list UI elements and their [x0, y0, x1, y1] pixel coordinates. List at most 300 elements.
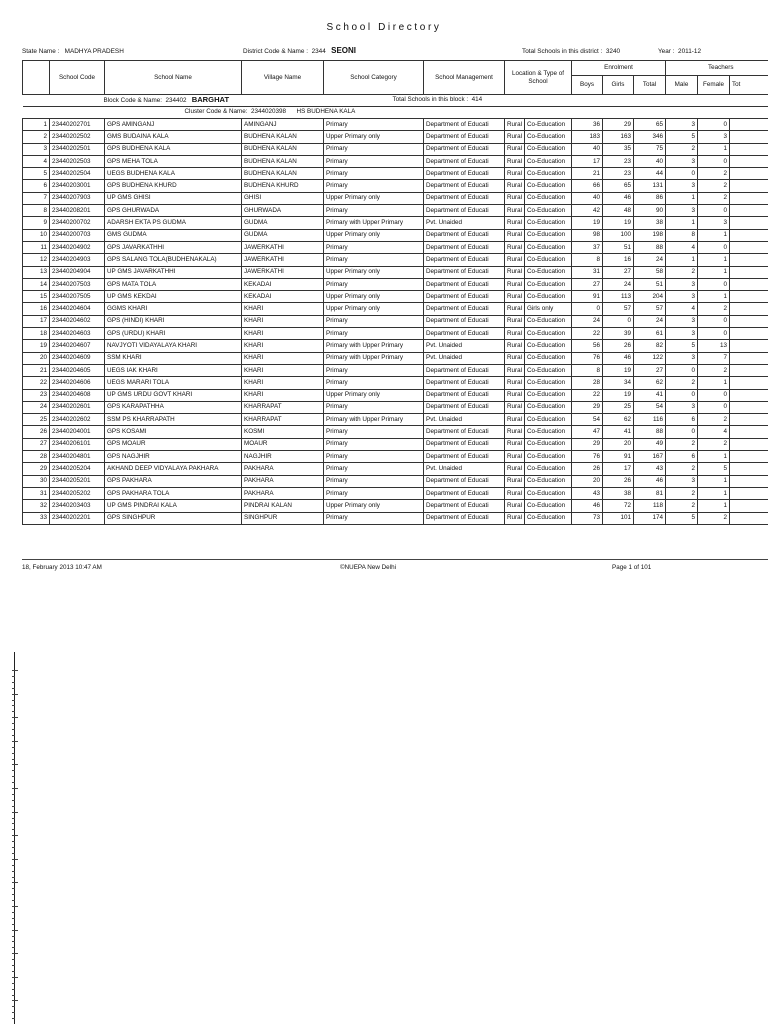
school-category-cell: Primary with Upper Primary [324, 352, 424, 364]
school-management-cell: Pvt. Unaided [424, 463, 505, 475]
location-cell: Rural [505, 205, 525, 217]
serial-cell: 2 [23, 131, 50, 143]
school-name-cell: GPS GHURWADA [105, 205, 242, 217]
school-category-cell: Primary [324, 241, 424, 253]
location-cell: Rural [505, 119, 525, 131]
male-teachers-cell: 2 [666, 500, 698, 512]
girls-cell: 26 [603, 475, 634, 487]
table-row [23, 278, 768, 290]
serial-cell: 3 [23, 143, 50, 155]
female-teachers-cell: 1 [698, 291, 730, 303]
margin-tick [12, 829, 15, 830]
girls-cell: 19 [603, 389, 634, 401]
school-management-cell: Department of Educati [424, 487, 505, 499]
girls-cell: 51 [603, 241, 634, 253]
school-category-cell: Primary [324, 143, 424, 155]
school-category-cell: Upper Primary only [324, 389, 424, 401]
female-teachers-cell: 0 [698, 315, 730, 327]
margin-tick [12, 859, 18, 860]
margin-tick [12, 912, 15, 913]
margin-tick [12, 900, 15, 901]
location-cell: Rural [505, 389, 525, 401]
margin-tick [12, 1000, 18, 1001]
school-category-cell: Upper Primary only [324, 303, 424, 315]
serial-cell: 1 [23, 119, 50, 131]
boys-cell: 66 [572, 180, 603, 192]
school-category-cell: Primary [324, 119, 424, 131]
location-cell: Rural [505, 487, 525, 499]
teachers-total-cell [730, 241, 768, 253]
table-row [23, 205, 768, 217]
village-name-cell: KEKADAI [242, 291, 324, 303]
school-type-cell: Co-Education [525, 352, 572, 364]
margin-tick [12, 853, 15, 854]
margin-tick [12, 965, 15, 966]
margin-tick [12, 995, 15, 996]
school-category-cell: Primary [324, 168, 424, 180]
village-name-cell: GUDMA [242, 217, 324, 229]
village-name-cell: JAWERKATHI [242, 241, 324, 253]
serial-cell: 5 [23, 168, 50, 180]
block-code: 234402 [165, 97, 187, 104]
district-code: 2344 [311, 48, 326, 55]
total-header: Total [634, 76, 666, 95]
girls-cell: 91 [603, 451, 634, 463]
location-cell: Rural [505, 328, 525, 340]
girls-cell: 163 [603, 131, 634, 143]
block-total-value: 414 [471, 96, 483, 103]
margin-tick [12, 717, 18, 718]
female-teachers-cell: 0 [698, 155, 730, 167]
male-teachers-cell: 4 [666, 241, 698, 253]
teachers-total-cell [730, 278, 768, 290]
table-row [23, 180, 768, 192]
teachers-header: Teachers [666, 61, 768, 76]
school-type-cell: Co-Education [525, 377, 572, 389]
boys-cell: 8 [572, 254, 603, 266]
village-name-cell: KEKADAI [242, 278, 324, 290]
location-cell: Rural [505, 291, 525, 303]
school-code-cell: 23440202201 [50, 512, 105, 524]
school-category-cell: Primary with Upper Primary [324, 340, 424, 352]
location-cell: Rural [505, 401, 525, 413]
male-teachers-cell: 6 [666, 414, 698, 426]
margin-tick [12, 676, 15, 677]
male-teachers-cell: 4 [666, 303, 698, 315]
female-teachers-cell: 4 [698, 426, 730, 438]
table-row [23, 291, 768, 303]
female-teachers-cell: 2 [698, 364, 730, 376]
girls-cell: 101 [603, 512, 634, 524]
block-total-label: Total Schools in this block : [392, 96, 469, 103]
male-teachers-cell: 3 [666, 155, 698, 167]
village-name-cell: KHARI [242, 377, 324, 389]
margin-tick [12, 723, 15, 724]
school-code-cell: 23440204604 [50, 303, 105, 315]
female-teachers-cell: 2 [698, 303, 730, 315]
school-name-cell: UP GMS URDU GOVT KHARI [105, 389, 242, 401]
female-teachers-cell: 1 [698, 475, 730, 487]
block-label: Block Code & Name: [103, 97, 162, 104]
school-type-cell: Co-Education [525, 401, 572, 413]
teachers-total-cell [730, 364, 768, 376]
location-cell: Rural [505, 192, 525, 204]
boys-cell: 8 [572, 364, 603, 376]
location-type-header: Location & Type of School [505, 61, 572, 95]
margin-tick [12, 947, 15, 948]
serial-cell: 23 [23, 389, 50, 401]
school-type-cell: Co-Education [525, 180, 572, 192]
enrolment-total-cell: 167 [634, 451, 666, 463]
school-name-cell: GPS JAVARKATHHI [105, 241, 242, 253]
school-management-cell: Department of Educati [424, 266, 505, 278]
village-name-cell: GHURWADA [242, 205, 324, 217]
village-name-cell: JAWERKATHI [242, 254, 324, 266]
school-name-cell: GPS NAGJHIR [105, 451, 242, 463]
school-code-cell: 23440202701 [50, 119, 105, 131]
teachers-total-cell [730, 352, 768, 364]
table-row [23, 340, 768, 352]
teachers-total-cell [730, 143, 768, 155]
table-row [23, 119, 768, 131]
table-row [23, 241, 768, 253]
boys-cell: 29 [572, 438, 603, 450]
school-name-cell: GPS PAKHARA [105, 475, 242, 487]
location-cell: Rural [505, 438, 525, 450]
school-code-cell: 23440204605 [50, 364, 105, 376]
village-name-cell: BUDHENA KALAN [242, 143, 324, 155]
location-cell: Rural [505, 180, 525, 192]
boys-cell: 42 [572, 205, 603, 217]
school-name-cell: GPS SINGHPUR [105, 512, 242, 524]
table-row [23, 451, 768, 463]
school-directory-table [22, 60, 768, 525]
table-row [23, 192, 768, 204]
location-cell: Rural [505, 340, 525, 352]
table-row [23, 131, 768, 143]
girls-cell: 19 [603, 217, 634, 229]
margin-tick [12, 977, 18, 978]
table-row [23, 426, 768, 438]
serial-cell: 29 [23, 463, 50, 475]
school-category-cell: Primary [324, 377, 424, 389]
female-teachers-cell: 1 [698, 500, 730, 512]
male-teachers-cell: 2 [666, 463, 698, 475]
school-name-cell: GMS BUDAINA KALA [105, 131, 242, 143]
village-name-cell: KOSMI [242, 426, 324, 438]
teachers-total-cell [730, 328, 768, 340]
serial-cell: 18 [23, 328, 50, 340]
girls-cell: 20 [603, 438, 634, 450]
school-management-cell: Department of Educati [424, 364, 505, 376]
school-name-cell: UP GMS JAVARKATHHI [105, 266, 242, 278]
teachers-total-cell [730, 303, 768, 315]
margin-tick [12, 741, 18, 742]
female-teachers-cell: 2 [698, 512, 730, 524]
location-cell: Rural [505, 303, 525, 315]
table-row [23, 155, 768, 167]
school-management-cell: Department of Educati [424, 315, 505, 327]
serial-cell: 32 [23, 500, 50, 512]
female-teachers-cell: 3 [698, 131, 730, 143]
margin-tick [12, 747, 15, 748]
village-name-cell: NAGJHIR [242, 451, 324, 463]
location-cell: Rural [505, 155, 525, 167]
girls-cell: 100 [603, 229, 634, 241]
school-type-cell: Co-Education [525, 119, 572, 131]
village-name-cell: GHISI [242, 192, 324, 204]
table-row [23, 352, 768, 364]
table-row [23, 217, 768, 229]
enrolment-total-cell: 81 [634, 487, 666, 499]
table-row [23, 303, 768, 315]
male-teachers-cell: 8 [666, 229, 698, 241]
margin-tick [12, 705, 15, 706]
serial-cell: 20 [23, 352, 50, 364]
girls-cell: 35 [603, 143, 634, 155]
girls-header: Girls [603, 76, 634, 95]
school-name-cell: GPS MEHA TOLA [105, 155, 242, 167]
footer-date: 18, February 2013 10:47 AM [22, 564, 102, 571]
female-teachers-cell: 0 [698, 389, 730, 401]
school-category-cell: Primary [324, 278, 424, 290]
male-teachers-cell: 1 [666, 254, 698, 266]
enrolment-total-cell: 51 [634, 278, 666, 290]
teachers-total-cell [730, 487, 768, 499]
location-cell: Rural [505, 266, 525, 278]
school-code-cell: 23440204606 [50, 377, 105, 389]
school-category-cell: Primary [324, 205, 424, 217]
margin-tick [12, 729, 15, 730]
female-header: Female [698, 76, 730, 95]
location-cell: Rural [505, 229, 525, 241]
school-management-cell: Department of Educati [424, 278, 505, 290]
enrolment-total-cell: 49 [634, 438, 666, 450]
male-teachers-cell: 2 [666, 143, 698, 155]
village-name-cell: PAKHARA [242, 463, 324, 475]
enrolment-header: Enrolment [572, 61, 666, 76]
state-value: MADHYA PRADESH [64, 48, 124, 55]
female-teachers-cell: 2 [698, 438, 730, 450]
location-cell: Rural [505, 414, 525, 426]
school-code-cell: 23440207503 [50, 278, 105, 290]
margin-tick [12, 753, 15, 754]
school-code-header: School Code [50, 61, 105, 95]
school-management-cell: Department of Educati [424, 377, 505, 389]
school-name-cell: UEGS IAK KHARI [105, 364, 242, 376]
male-teachers-cell: 0 [666, 426, 698, 438]
table-row [23, 254, 768, 266]
boys-cell: 21 [572, 168, 603, 180]
village-name-cell: BUDHENA KALAN [242, 131, 324, 143]
school-category-cell: Primary [324, 487, 424, 499]
girls-cell: 113 [603, 291, 634, 303]
male-teachers-cell: 0 [666, 389, 698, 401]
page-title: School Directory [326, 22, 442, 33]
table-row [23, 328, 768, 340]
location-cell: Rural [505, 451, 525, 463]
male-teachers-cell: 2 [666, 487, 698, 499]
village-name-cell: KHARRAPAT [242, 401, 324, 413]
girls-cell: 24 [603, 278, 634, 290]
enrolment-total-cell: 41 [634, 389, 666, 401]
location-cell: Rural [505, 500, 525, 512]
school-type-cell: Co-Education [525, 463, 572, 475]
school-management-cell: Department of Educati [424, 192, 505, 204]
girls-cell: 19 [603, 364, 634, 376]
margin-tick [12, 877, 15, 878]
village-name-cell: BUDHENA KALAN [242, 168, 324, 180]
table-row [23, 475, 768, 487]
village-name-cell: BUDHENA KALAN [242, 155, 324, 167]
margin-tick [12, 906, 18, 907]
teachers-total-cell [730, 475, 768, 487]
school-code-cell: 23440202503 [50, 155, 105, 167]
female-teachers-cell: 3 [698, 217, 730, 229]
serial-cell: 33 [23, 512, 50, 524]
boys-cell: 73 [572, 512, 603, 524]
boys-cell: 76 [572, 352, 603, 364]
school-name-cell: SSM KHARI [105, 352, 242, 364]
boys-cell: 36 [572, 119, 603, 131]
serial-cell: 19 [23, 340, 50, 352]
female-teachers-cell: 1 [698, 487, 730, 499]
school-management-cell: Department of Educati [424, 229, 505, 241]
boys-cell: 98 [572, 229, 603, 241]
school-type-cell: Co-Education [525, 364, 572, 376]
school-name-cell: SSM PS KHARRAPATH [105, 414, 242, 426]
male-teachers-cell: 6 [666, 451, 698, 463]
boys-cell: 31 [572, 266, 603, 278]
teachers-total-cell [730, 389, 768, 401]
school-code-cell: 23440202504 [50, 168, 105, 180]
school-code-cell: 23440204904 [50, 266, 105, 278]
margin-tick [12, 941, 15, 942]
village-name-cell: KHARI [242, 352, 324, 364]
school-management-cell: Pvt. Unaided [424, 352, 505, 364]
boys-cell: 183 [572, 131, 603, 143]
school-code-cell: 23440204602 [50, 315, 105, 327]
district-name: SEONI [331, 46, 357, 55]
female-teachers-cell: 1 [698, 229, 730, 241]
village-name-cell: BUDHENA KHURD [242, 180, 324, 192]
girls-cell: 23 [603, 155, 634, 167]
school-code-cell: 23440205204 [50, 463, 105, 475]
teachers-total-cell [730, 217, 768, 229]
year-label: Year : [658, 48, 675, 55]
boys-cell: 0 [572, 303, 603, 315]
serial-cell: 15 [23, 291, 50, 303]
location-cell: Rural [505, 463, 525, 475]
male-teachers-cell: 5 [666, 131, 698, 143]
school-code-cell: 23440202601 [50, 401, 105, 413]
enrolment-total-cell: 86 [634, 192, 666, 204]
school-name-cell: ADARSH EKTA PS GUDMA [105, 217, 242, 229]
school-management-cell: Department of Educati [424, 205, 505, 217]
enrolment-total-cell: 346 [634, 131, 666, 143]
table-row [23, 364, 768, 376]
table-row [23, 438, 768, 450]
school-category-header: School Category [324, 61, 424, 95]
girls-cell: 34 [603, 377, 634, 389]
enrolment-total-cell: 61 [634, 328, 666, 340]
boys-cell: 40 [572, 192, 603, 204]
boys-cell: 76 [572, 451, 603, 463]
school-code-cell: 23440203403 [50, 500, 105, 512]
school-code-cell: 23440204607 [50, 340, 105, 352]
school-code-cell: 23440204001 [50, 426, 105, 438]
school-code-cell: 23440202602 [50, 414, 105, 426]
girls-cell: 41 [603, 426, 634, 438]
village-name-header: Village Name [242, 61, 324, 95]
serial-cell: 10 [23, 229, 50, 241]
margin-tick [12, 700, 15, 701]
teachers-total-cell [730, 426, 768, 438]
block-row [23, 95, 768, 107]
school-type-cell: Co-Education [525, 254, 572, 266]
serial-cell: 22 [23, 377, 50, 389]
school-code-cell: 23440206101 [50, 438, 105, 450]
school-category-cell: Primary [324, 155, 424, 167]
boys-cell: 43 [572, 487, 603, 499]
school-type-cell: Co-Education [525, 266, 572, 278]
serial-cell: 25 [23, 414, 50, 426]
school-type-cell: Co-Education [525, 451, 572, 463]
enrolment-total-cell: 54 [634, 401, 666, 413]
margin-tick [12, 788, 18, 789]
margin-tick [12, 989, 15, 990]
girls-cell: 0 [603, 315, 634, 327]
teachers-total-cell [730, 438, 768, 450]
margin-tick [12, 894, 15, 895]
boys-cell: 22 [572, 328, 603, 340]
state-label: State Name : [22, 48, 60, 55]
enrolment-total-cell: 43 [634, 463, 666, 475]
teachers-total-cell [730, 377, 768, 389]
girls-cell: 16 [603, 254, 634, 266]
school-type-cell: Co-Education [525, 315, 572, 327]
school-category-cell: Primary [324, 315, 424, 327]
school-category-cell: Upper Primary only [324, 291, 424, 303]
table-row [23, 414, 768, 426]
teachers-total-cell [730, 168, 768, 180]
margin-tick [12, 959, 15, 960]
school-name-cell: GPS SALANG TOLA(BUDHENAKALA) [105, 254, 242, 266]
teachers-total-cell [730, 119, 768, 131]
girls-cell: 46 [603, 192, 634, 204]
teachers-total-cell [730, 131, 768, 143]
boys-cell: 27 [572, 278, 603, 290]
margin-tick [12, 794, 15, 795]
teachers-total-cell [730, 266, 768, 278]
boys-cell: 17 [572, 155, 603, 167]
school-name-cell: GPS BUDHENA KHURD [105, 180, 242, 192]
boys-cell: 40 [572, 143, 603, 155]
enrolment-total-cell: 38 [634, 217, 666, 229]
school-management-header: School Management [424, 61, 505, 95]
table-row [23, 315, 768, 327]
girls-cell: 48 [603, 205, 634, 217]
school-name-cell: AKHAND DEEP VIDYALAYA PAKHARA [105, 463, 242, 475]
margin-tick [12, 918, 15, 919]
table-row [23, 143, 768, 155]
enrolment-total-cell: 24 [634, 315, 666, 327]
teachers-total-cell [730, 340, 768, 352]
enrolment-total-cell: 75 [634, 143, 666, 155]
school-type-cell: Co-Education [525, 291, 572, 303]
boys-cell: 47 [572, 426, 603, 438]
school-name-cell: GPS (HINDI) KHARI [105, 315, 242, 327]
